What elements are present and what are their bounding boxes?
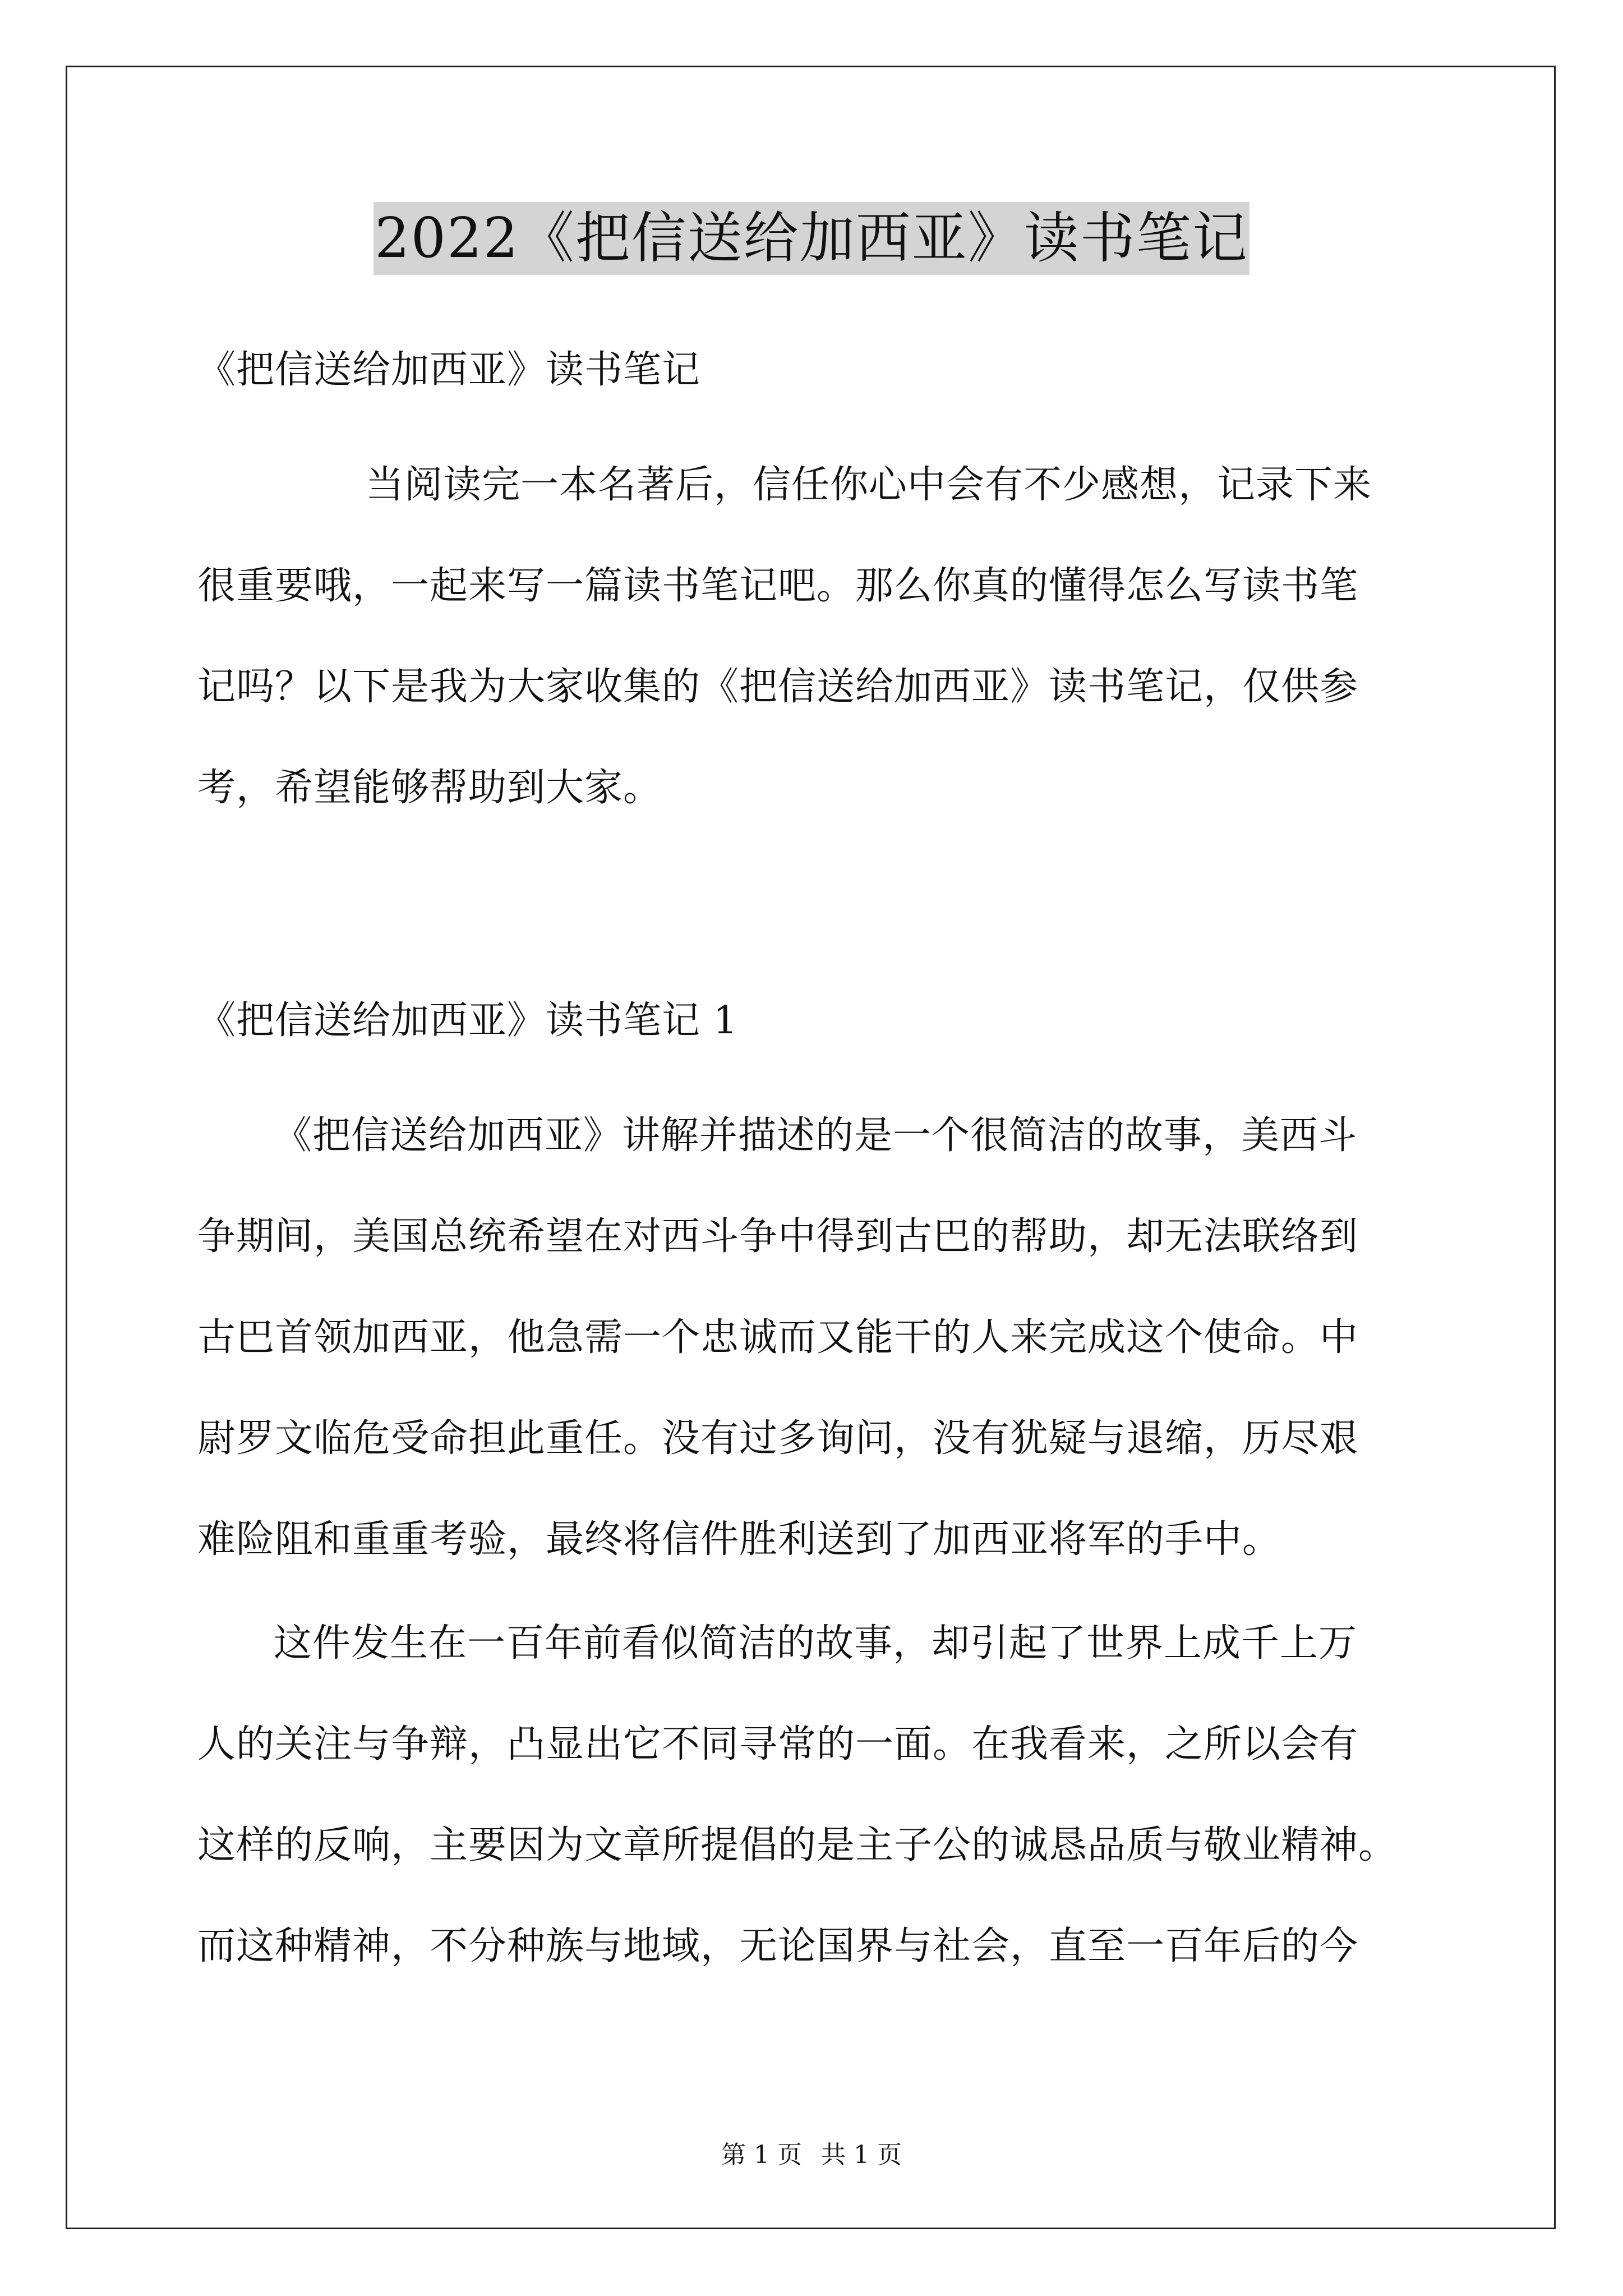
- document-title-text: 2022《把信送给加西亚》读书笔记: [374, 202, 1249, 275]
- subtitle-text: 《把信送给加西亚》读书笔记: [197, 348, 701, 392]
- paragraph-line: 这样的反响，主要因为文章所提倡的是主子公的诚恳品质与敬业精神。: [197, 1823, 1398, 1867]
- section-heading-text: 《把信送给加西亚》读书笔记 1: [197, 999, 738, 1043]
- subtitle: [197, 320, 1431, 421]
- page-total: 共 1 页: [821, 2141, 902, 2169]
- paragraph-line: 这件发生在一百年前看似简洁的故事，却引起了世界上成千上万: [274, 1621, 1358, 1665]
- body-paragraph-1: [197, 1085, 1431, 1590]
- paragraph-line: 《把信送给加西亚》讲解并描述的是一个很简洁的故事，美西斗: [274, 1114, 1358, 1158]
- paragraph-line: 考，希望能够帮助到大家。: [197, 766, 662, 810]
- paragraph-line: 难险阻和重重考验，最终将信件胜利送到了加西亚将军的手中。: [197, 1517, 1281, 1562]
- paragraph-line: 古巴首领加西亚，他急需一个忠诚而又能干的人来完成这个使命。中: [197, 1315, 1359, 1360]
- page-footer: [0, 2138, 1623, 2172]
- paragraph-line: 尉罗文临危受命担此重任。没有过多询问，没有犹疑与退缩，历尽艰: [197, 1416, 1359, 1461]
- intro-paragraph: [197, 435, 1431, 839]
- paragraph-line: 记吗？以下是我为大家收集的《把信送给加西亚》读书笔记，仅供参: [197, 665, 1359, 709]
- document-title: [0, 202, 1623, 275]
- page-number: 第 1 页: [721, 2141, 802, 2169]
- paragraph-line: 人的关注与争辩，凸显出它不同寻常的一面。在我看来，之所以会有: [197, 1722, 1359, 1766]
- paragraph-line: 争期间，美国总统希望在对西斗争中得到古巴的帮助，却无法联络到: [197, 1214, 1359, 1259]
- paragraph-line: 当阅读完一本名著后，信任你心中会有不少感想，记录下来: [366, 463, 1372, 507]
- paragraph-line: 而这种精神，不分种族与地域，无论国界与社会，直至一百年后的今: [197, 1924, 1359, 1968]
- body-paragraph-2: [197, 1593, 1431, 1997]
- section-heading: [197, 970, 1431, 1071]
- paragraph-line: 很重要哦，一起来写一篇读书笔记吧。那么你真的懂得怎么写读书笔: [197, 564, 1359, 608]
